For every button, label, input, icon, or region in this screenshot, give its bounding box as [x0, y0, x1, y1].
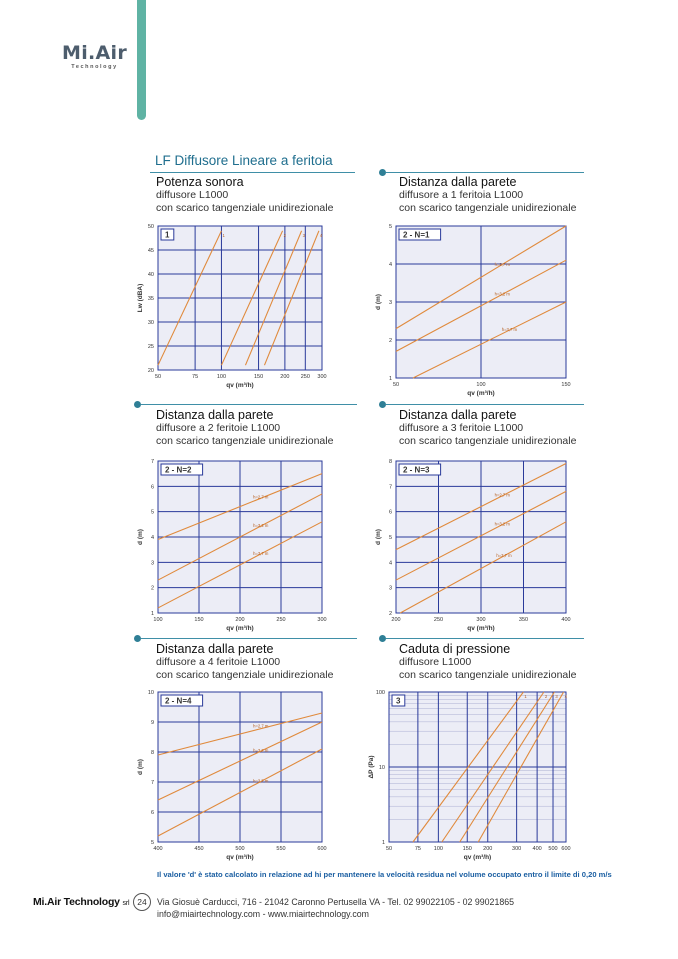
x-tick-label: 500 — [235, 846, 245, 852]
chart-tag-label: 1 — [165, 230, 170, 240]
series-label: 3 — [555, 694, 558, 699]
separator-dot — [134, 635, 141, 642]
panel-title: Distanza dalla parete — [156, 408, 274, 422]
section-separator — [150, 172, 355, 173]
x-tick-label: 150 — [462, 846, 472, 852]
x-tick-label: 100 — [476, 382, 486, 388]
panel-header — [399, 176, 576, 215]
chart-sound-power — [134, 220, 328, 392]
y-tick-label: 9 — [150, 720, 154, 726]
x-tick-label: 150 — [253, 374, 264, 380]
chart-tag-label: 3 — [396, 696, 401, 706]
chart-distance-n3 — [372, 455, 572, 635]
x-tick-label: 600 — [561, 846, 571, 852]
x-tick-label: 250 — [433, 617, 444, 623]
x-tick-label: 200 — [483, 846, 493, 852]
footer-company — [33, 896, 129, 908]
x-tick-label: 250 — [300, 374, 310, 380]
x-tick-label: 200 — [235, 617, 245, 623]
series-label: 3 — [302, 232, 305, 238]
separator-dot — [134, 401, 141, 408]
x-axis-label: qv (m³/h) — [463, 854, 492, 861]
panel-title: Potenza sonora — [156, 175, 244, 189]
x-tick-label: 200 — [391, 617, 401, 623]
section-separator — [386, 638, 584, 639]
y-tick-label: 7 — [150, 780, 154, 786]
panel-subtitle: con scarico tangenziale unidirezionale — [399, 669, 577, 681]
y-axis-label: d (m) — [375, 529, 382, 545]
y-tick-label: 6 — [388, 509, 392, 516]
panel-title: Caduta di pressione — [399, 642, 511, 656]
series-label: h=3,7 m — [253, 778, 269, 784]
y-tick-label: 3 — [388, 585, 392, 592]
x-axis-label: qv (m³/h) — [226, 382, 254, 389]
y-tick-label: 35 — [147, 296, 154, 302]
footer-company-name: Mi.Air Technology — [33, 896, 120, 908]
y-axis-label: d (m) — [375, 294, 382, 310]
panel-subtitle: diffusore a 4 feritoie L1000 — [156, 656, 281, 668]
panel-subtitle: diffusore a 3 feritoie L1000 — [399, 422, 524, 434]
panel-header — [156, 409, 333, 448]
x-tick-label: 250 — [276, 617, 286, 623]
x-tick-label: 75 — [192, 374, 199, 380]
x-tick-label: 100 — [153, 617, 163, 623]
x-tick-label: 500 — [548, 846, 558, 852]
series-label: h=2,7 m — [494, 262, 510, 268]
series-label: h=3,2 m — [253, 747, 269, 753]
x-tick-label: 50 — [154, 374, 162, 380]
x-axis-label: qv (m³/h) — [226, 854, 254, 861]
panel-subtitle: con scarico tangenziale unidirezionale — [156, 669, 334, 681]
x-axis-label: qv (m³/h) — [226, 625, 254, 632]
chart-distance-n1 — [372, 220, 572, 400]
y-tick-label: 1 — [388, 376, 392, 382]
chart-tag-label: 2 - N=3 — [403, 465, 430, 475]
x-tick-label: 150 — [194, 617, 204, 623]
y-tick-label: 1 — [150, 611, 154, 617]
panel-subtitle: diffusore L1000 — [156, 189, 229, 201]
section-separator — [141, 404, 357, 405]
page-number: 24 — [133, 893, 151, 911]
series-label: 1 — [222, 232, 225, 238]
chart-distance-n4 — [134, 686, 328, 864]
section-title: LF Diffusore Lineare a feritoia — [155, 153, 333, 168]
section-separator — [386, 404, 584, 405]
series-label: h=2,7 m — [253, 723, 269, 729]
panel-subtitle: con scarico tangenziale unidirezionale — [399, 435, 577, 447]
panel-header — [156, 176, 333, 215]
x-tick-label: 300 — [317, 374, 327, 380]
y-tick-label: 8 — [150, 750, 154, 756]
y-tick-label: 40 — [147, 272, 154, 278]
y-tick-label: 4 — [150, 535, 154, 541]
series-label: h=2,7 m — [494, 492, 510, 498]
chart-tag-label: 2 - N=2 — [165, 465, 192, 475]
y-tick-label: 5 — [388, 224, 392, 230]
series-label: 1 — [524, 694, 527, 699]
section-separator — [386, 172, 584, 173]
y-tick-label: 3 — [388, 300, 392, 306]
chart-svg — [134, 686, 328, 864]
y-tick-label: 1 — [381, 840, 385, 846]
x-tick-label: 400 — [561, 617, 571, 623]
x-tick-label: 150 — [561, 382, 571, 388]
chart-svg — [372, 455, 572, 635]
footer-address-block — [157, 896, 514, 920]
separator-dot — [379, 401, 386, 408]
series-label: h=3,2 m — [253, 523, 269, 529]
x-tick-label: 300 — [512, 846, 522, 852]
panel-subtitle: diffusore L1000 — [399, 656, 472, 668]
y-tick-label: 7 — [388, 484, 392, 491]
y-tick-label: 2 — [388, 611, 392, 617]
y-tick-label: 30 — [147, 320, 154, 326]
x-tick-label: 100 — [216, 374, 227, 380]
panel-subtitle: con scarico tangenziale unidirezionale — [156, 435, 334, 447]
brand-logo — [62, 44, 127, 70]
y-tick-label: 2 — [150, 585, 154, 592]
y-axis-label: ΔP (Pa) — [368, 755, 375, 779]
series-label: 2 — [544, 694, 548, 699]
chart-svg — [365, 686, 572, 864]
chart-svg — [134, 220, 328, 392]
y-tick-label: 2 — [388, 338, 392, 344]
x-tick-label: 75 — [414, 846, 421, 852]
x-tick-label: 100 — [433, 846, 443, 852]
footer-contact: info@miairtechnology.com - www.miairtechnology.com — [157, 909, 369, 919]
y-tick-label: 100 — [375, 690, 385, 696]
y-tick-label: 7 — [150, 459, 154, 465]
y-tick-label: 50 — [147, 224, 154, 230]
panel-title: Distanza dalla parete — [156, 642, 274, 656]
separator-dot — [379, 169, 386, 176]
x-tick-label: 350 — [518, 617, 529, 623]
series-label: h=3,7 m — [501, 326, 517, 332]
y-axis-label: Lw (dBA) — [137, 283, 144, 313]
series-label: 4 — [319, 232, 323, 238]
accent-tab — [137, 0, 146, 120]
y-tick-label: 45 — [147, 248, 154, 254]
footer-address: Via Giosuè Carducci, 716 - 21042 Caronno Pertusella VA - Tel. 02 99022105 - 02 99021865 — [157, 897, 515, 907]
x-tick-label: 50 — [392, 382, 400, 388]
series-label: h=3,7 m — [253, 550, 269, 556]
panel-header — [399, 643, 576, 682]
y-tick-label: 8 — [388, 459, 392, 465]
panel-header — [399, 409, 576, 448]
y-tick-label: 6 — [150, 484, 154, 491]
x-tick-label: 450 — [194, 846, 204, 852]
x-axis-label: qv (m³/h) — [467, 625, 495, 632]
x-tick-label: 50 — [385, 846, 393, 852]
y-tick-label: 10 — [378, 765, 385, 771]
chart-tag-label: 2 - N=4 — [165, 696, 192, 706]
separator-dot — [379, 635, 386, 642]
series-label: h=3,7 m — [496, 553, 512, 559]
x-tick-label: 400 — [532, 846, 542, 852]
chart-pressure-drop — [365, 686, 572, 864]
y-tick-label: 4 — [388, 560, 392, 567]
y-tick-label: 4 — [388, 262, 392, 268]
x-tick-label: 600 — [317, 846, 327, 852]
y-axis-label: d (m) — [137, 759, 144, 775]
x-tick-label: 400 — [153, 846, 163, 852]
series-label: h=3,2 m — [494, 291, 510, 297]
panel-title: Distanza dalla parete — [399, 408, 517, 422]
x-tick-label: 300 — [317, 617, 327, 623]
section-separator — [141, 638, 357, 639]
x-tick-label: 200 — [280, 374, 290, 380]
x-tick-label: 550 — [276, 846, 286, 852]
y-tick-label: 6 — [150, 810, 154, 816]
brand-subtitle: Technology — [71, 64, 118, 70]
footer-company-suffix: srl — [122, 900, 130, 907]
y-tick-label: 10 — [147, 690, 154, 696]
y-tick-label: 20 — [147, 368, 154, 374]
panel-subtitle: con scarico tangenziale unidirezionale — [399, 202, 577, 214]
y-tick-label: 25 — [147, 344, 154, 350]
panel-subtitle: diffusore a 2 feritoie L1000 — [156, 422, 281, 434]
panel-subtitle: con scarico tangenziale unidirezionale — [156, 202, 334, 214]
x-tick-label: 300 — [476, 617, 486, 623]
panel-header — [156, 643, 333, 682]
chart-svg — [372, 220, 572, 400]
series-label: h=3,2 m — [494, 521, 510, 527]
brand-name: Mi.Air — [62, 42, 128, 64]
y-tick-label: 5 — [388, 535, 392, 541]
panel-title: Distanza dalla parete — [399, 175, 517, 189]
series-label: h=2,7 m — [253, 494, 269, 500]
y-axis-label: d (m) — [137, 529, 144, 545]
chart-svg — [134, 455, 328, 635]
footnote: Il valore 'd' è stato calcolato in relazione ad hi per mantenere la velocità residua nel volume occupato entro il limite di 0,20 m/s — [157, 870, 612, 879]
chart-distance-n2 — [134, 455, 328, 635]
x-axis-label: qv (m³/h) — [467, 390, 495, 397]
series-label: 4 — [564, 694, 567, 699]
chart-tag-label: 2 - N=1 — [403, 230, 430, 240]
y-tick-label: 5 — [150, 840, 154, 846]
y-tick-label: 5 — [150, 509, 154, 516]
series-label: 2 — [283, 232, 286, 238]
y-tick-label: 3 — [150, 560, 154, 567]
panel-subtitle: diffusore a 1 feritoia L1000 — [399, 189, 524, 201]
